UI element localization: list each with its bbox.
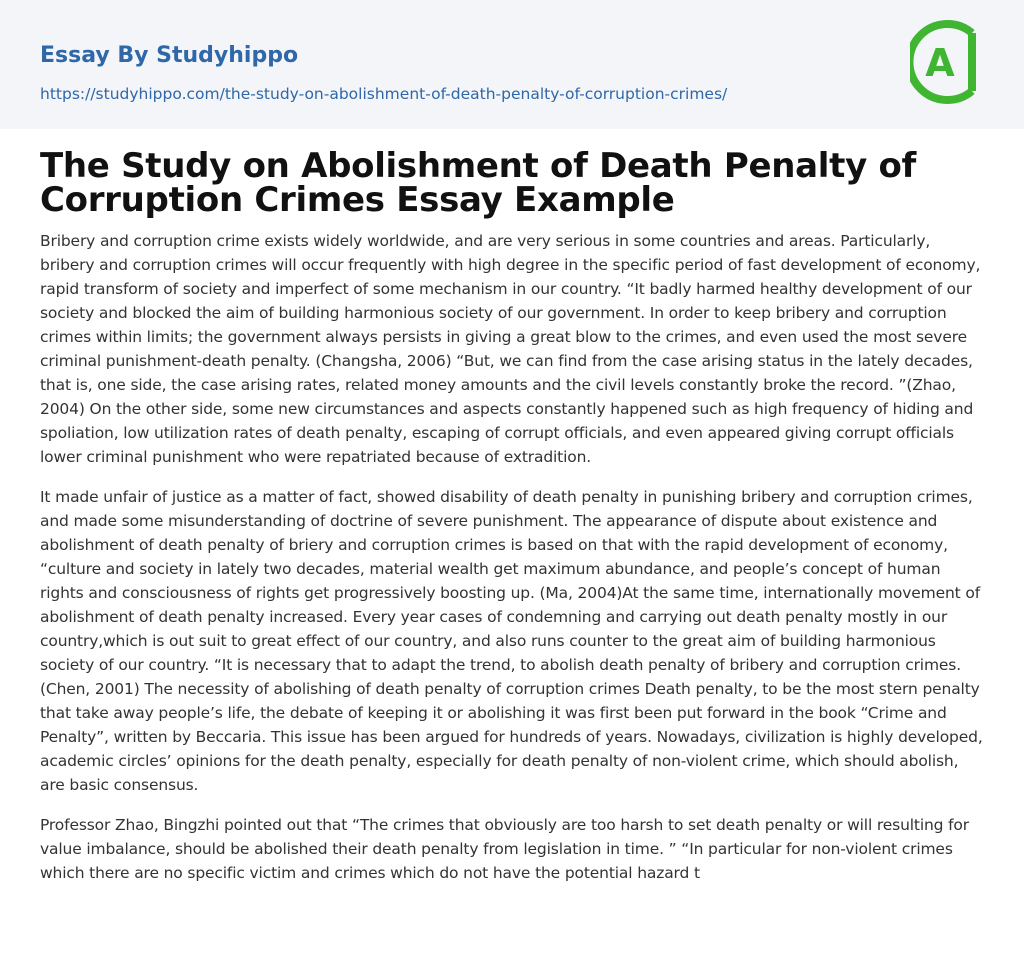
site-brand[interactable]: Essay By Studyhippo <box>40 43 299 68</box>
logo-icon[interactable] <box>910 16 990 108</box>
article-paragraph-2: It made unfair of justice as a matter of fact, showed disability of death penalty in punishing bribery and corruption crimes, and made some misunderstanding of doctrine of severe punishment. The appearance of dispute about existence and abolishment of death penalty of briery and corruption crimes is based on that with the rapid development of economy, “culture and society in lately two decades, material wealth get maximum abundance, and people’s concept of human rights and consciousness of rights get progressively boosting up. (Ma, 2004)At the same time, internationally movement of abolishment of death penalty increased. Every year cases of condemning and carrying out death penalty mostly in our country,which is out suit to great effect of our country, and also runs counter to the great aim of building harmonious society of our country. “It is necessary that to adapt the trend, to abolish death penalty of bribery and corruption crimes. (Chen, 2001) The necessity of abolishing of death penalty of corruption crimes Death penalty, to be the most stern penalty that take away people’s life, the debate of keeping it or abolishing it was first been put forward in the book “Crime and Penalty”, written by Beccaria. This issue has been argued for hundreds of years. Nowadays, civilization is highly developed, academic circles’ opinions for the death penalty, especially for death penalty of non-violent crime, which should abolish, are basic consensus. <box>40 488 983 794</box>
essay-url-link[interactable]: https://studyhippo.com/the-study-on-abolishment-of-death-penalty-of-corruption-crimes/ <box>40 85 728 103</box>
logo-letter: A <box>925 41 955 85</box>
site-header <box>0 0 1024 129</box>
article <box>0 146 1024 885</box>
article-paragraph-1: Bribery and corruption crime exists widely worldwide, and are very serious in some countries and areas. Particularly, bribery and corruption crimes will occur frequently with high degree in the specific period of fast development of economy, rapid transform of society and imperfect of some mechanism in our country. “It badly harmed healthy development of our society and blocked the aim of building harmonious society of our government. In order to keep bribery and corruption crimes within limits; the government always persists in giving a great blow to the crimes, and even used the most severe criminal punishment-death penalty. (Changsha, 2006) “But, we can find from the case arising status in the lately decades, that is, one side, the case arising rates, related money amounts and the civil levels constantly broke the record. ”(Zhao, 2004) On the other side, some new circumstances and aspects constantly happened such as high frequency of hiding and spoliation, low utilization rates of death penalty, escaping of corrupt officials, and even appeared giving corrupt officials lower criminal punishment who were repatriated because of extradition. <box>40 232 981 466</box>
article-paragraph-3: Professor Zhao, Bingzhi pointed out that “The crimes that obviously are too harsh to set death penalty or will resulting for value imbalance, should be abolished their death penalty from legislation in time. ” “In particular for non-violent crimes which there are no specific victim and crimes which do not have the potential hazard t <box>40 816 969 882</box>
page-title: The Study on Abolishment of Death Penalty of Corruption Crimes Essay Example <box>40 146 917 220</box>
